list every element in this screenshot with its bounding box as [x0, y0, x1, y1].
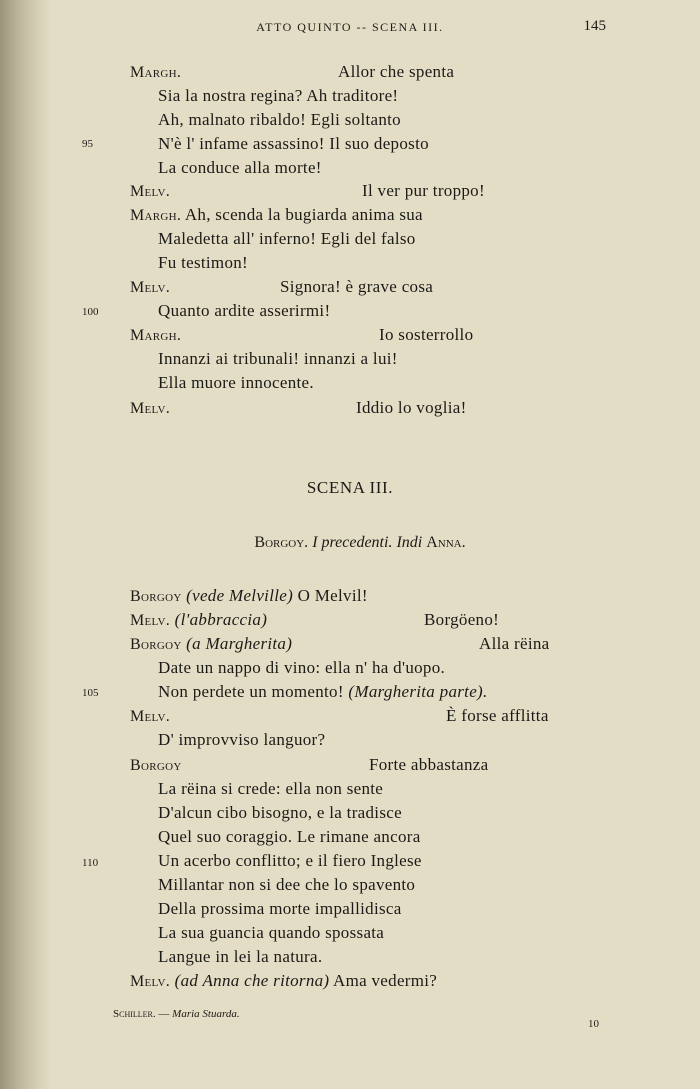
- verse-line: [130, 755, 182, 775]
- stage-text: I precedenti. Indi: [312, 534, 423, 551]
- footer-work-title: Maria Stuarda.: [172, 1008, 240, 1020]
- verse-line: Quanto ardite asserirmi!: [158, 301, 331, 320]
- footer-author: Schiller.: [113, 1008, 156, 1020]
- speaker-name: Margh.: [130, 64, 182, 81]
- verse-text: Non perdete un momento!: [158, 682, 344, 701]
- signature-mark: 10: [588, 1018, 599, 1030]
- line-number: 105: [82, 687, 99, 699]
- verse-line: Langue in lei la natura.: [158, 947, 323, 966]
- verse-line: [130, 634, 292, 654]
- speaker-name: Melv.: [130, 973, 171, 990]
- stage-direction-inline: (Margherita parte).: [348, 682, 488, 701]
- verse-line: [130, 62, 181, 82]
- speaker-name: Borgoy: [130, 588, 182, 605]
- verse-line: Alla rëina: [479, 634, 550, 653]
- verse-line: Date un nappo di vino: ella n' ha d'uopo.: [158, 658, 446, 677]
- verse-line: [130, 277, 170, 297]
- verse-line: Un acerbo conflitto; e il fiero Inglese: [158, 851, 422, 870]
- verse-text: Ah, scenda la bugiarda anima sua: [184, 205, 423, 224]
- verse-line: [130, 610, 267, 630]
- scene-title: SCENA III.: [306, 478, 394, 497]
- footer-imprint: [113, 1008, 240, 1020]
- verse-line: [130, 971, 437, 991]
- verse-line: Millantar non si dee che lo spavento: [158, 875, 416, 894]
- verse-line: Fu testimon!: [158, 253, 249, 272]
- verse-text: O Melvil!: [297, 586, 368, 605]
- verse-line: [130, 325, 181, 345]
- speaker-name: Anna.: [426, 534, 466, 551]
- verse-line: Borgöeno!: [424, 610, 500, 629]
- verse-line: [130, 181, 170, 201]
- speaker-name: Melv.: [130, 400, 171, 417]
- verse-line: [130, 586, 368, 606]
- verse-line: Il ver pur troppo!: [362, 181, 485, 200]
- stage-direction-inline: (ad Anna che ritorna): [174, 971, 330, 990]
- verse-line: D'alcun cibo bisogno, e la tradisce: [158, 803, 402, 822]
- verse-line: D' improvviso languor?: [158, 730, 326, 749]
- line-number: 95: [82, 138, 93, 150]
- stage-direction-inline: (l'abbraccia): [174, 610, 268, 629]
- stage-direction-inline: (a Margherita): [186, 634, 293, 653]
- verse-line: [158, 682, 488, 702]
- verse-line: La sua guancia quando spossata: [158, 923, 385, 942]
- stage-direction-inline: (vede Melville): [186, 586, 294, 605]
- verse-line: Ella muore innocente.: [158, 373, 314, 392]
- verse-line: Iddio lo voglia!: [356, 398, 467, 417]
- page-number: 145: [583, 18, 606, 34]
- speaker-name: Melv.: [130, 279, 171, 296]
- speaker-name: Borgoy: [130, 636, 182, 653]
- speaker-name: Borgoy: [130, 757, 182, 774]
- verse-line: Forte abbastanza: [369, 755, 489, 774]
- line-number: 110: [82, 857, 99, 869]
- verse-line: È forse afflitta: [446, 706, 549, 725]
- running-header: ATTO QUINTO -- SCENA III.: [256, 20, 444, 34]
- line-number: 100: [82, 306, 99, 318]
- speaker-name: Melv.: [130, 612, 171, 629]
- speaker-name: Margh.: [130, 327, 182, 344]
- verse-line: Sia la nostra regina? Ah traditore!: [158, 86, 399, 105]
- verse-line: Allor che spenta: [338, 62, 455, 81]
- verse-text: Ama vedermi?: [333, 971, 438, 990]
- verse-line: N'è l' infame assassino! Il suo deposto: [158, 134, 429, 153]
- speaker-name: Melv.: [130, 183, 171, 200]
- speaker-name: Melv.: [130, 708, 171, 725]
- stage-direction: [0, 534, 700, 552]
- verse-line: Io sosterrollo: [379, 325, 474, 344]
- verse-line: [130, 398, 170, 418]
- footer-dash: —: [158, 1008, 170, 1020]
- verse-line: La conduce alla morte!: [158, 158, 322, 177]
- verse-line: Quel suo coraggio. Le rimane ancora: [158, 827, 421, 846]
- verse-line: [130, 706, 170, 726]
- verse-line: Signora! è grave cosa: [280, 277, 434, 296]
- verse-line: Maledetta all' inferno! Egli del falso: [158, 229, 416, 248]
- verse-line: Innanzi ai tribunali! innanzi a lui!: [158, 349, 398, 368]
- verse-line: Della prossima morte impallidisca: [158, 899, 402, 918]
- verse-line: [130, 205, 423, 225]
- verse-line: La rëina si crede: ella non sente: [158, 779, 384, 798]
- speaker-name: Borgoy.: [254, 534, 309, 551]
- speaker-name: Margh.: [130, 207, 182, 224]
- verse-line: Ah, malnato ribaldo! Egli soltanto: [158, 110, 401, 129]
